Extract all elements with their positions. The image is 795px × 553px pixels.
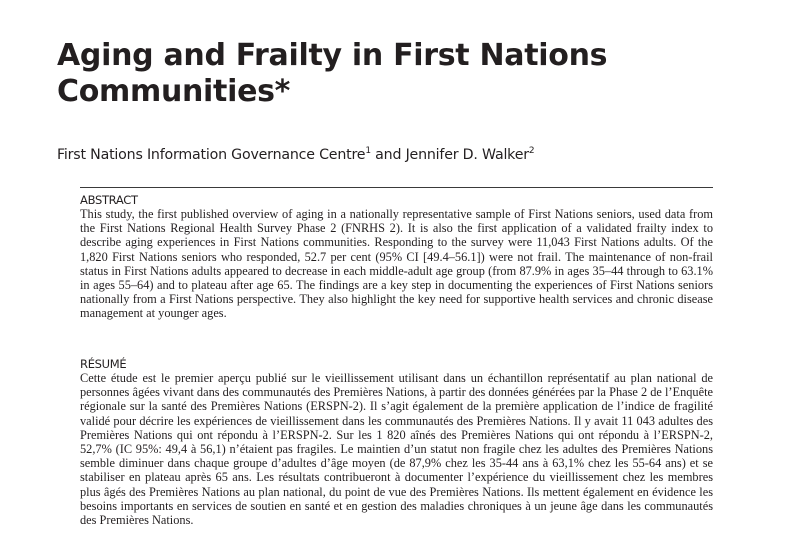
- author-2: Jennifer D. Walker: [405, 147, 529, 163]
- article-title: Aging and Frailty in First Nations Communities*: [57, 38, 608, 109]
- abstract-heading: ABSTRACT: [80, 193, 138, 207]
- author-1: First Nations Information Governance Centre: [57, 147, 366, 163]
- author-2-affiliation: 2: [528, 146, 535, 156]
- author-conjunction: and: [370, 147, 406, 163]
- abstract-body: This study, the first published overview of aging in a nationally representative sample of First Nations seniors, used data from the First Nations Regional Health Survey Phase 2 (FNRHS 2). It is also the first application of a validated frailty index to describe aging experiences in First Nations communities. Responding to the survey were 11,043 First Nations adults. Of the 1,820 First Nations seniors who responded, 52.7 per cent (95% CI [49.4–56.1]) were not frail. The maintenance of non-frail status in First Nations adults appeared to decrease in each middle-adult age group (from 87.9% in ages 35–44 through to 63.1% in ages 55–64) and to plateau after age 65. The findings are a key step in documenting the experiences of First Nations seniors nationally from a First Nations perspective. They also highlight the key need for supportive health services and chronic disease management at younger ages.: [80, 207, 713, 321]
- author-line: [57, 147, 534, 163]
- resume-body: Cette étude est le premier aperçu publié sur le vieillissement utilisant dans un échantillon représentatif au plan national de personnes âgées vivant dans des communautés des Premières Nations, à partir des données générées par la Phase 2 de l’Enquête régionale sur la santé des Premières Nations (ERSPN-2). Il s’agit également de la première application de l’indice de fragilité validé pour décrire les expériences de vieillissement dans les communautés des Premières Nations. Il y avait 11 043 adultes des Premières Nations qui ont répondu à l’ERSPN-2. Sur les 1 820 aînés des Premières Nations qui ont répondu à l’ERSPN-2, 52,7% (IC 95%: 49,4 à 56,1) n’étaient pas fragiles. Le maintien d’un statut non fragile chez les adultes des Premières Nations semble diminuer dans chaque groupe d’adultes d’âge moyen (de 87,9% chez les 35-44 ans à 63,1% chez les 55-64 ans) et se stabiliser en plateau après 65 ans. Les résultats contribueront à documenter l’expérience du vieillissement chez les membres plus âgés des Premières Nations au plan national, du point de vue des Premières Nations. Ils mettent également en évidence les besoins importants en services de soutien en santé et en gestion des maladies chroniques à un jeune âge dans les communautés des Premières Nations.: [80, 371, 713, 528]
- resume-section: [80, 357, 713, 527]
- section-divider: [80, 187, 713, 188]
- resume-heading: RÉSUMÉ: [80, 357, 127, 371]
- abstract-section: [80, 193, 713, 321]
- author-1-affiliation: 1: [365, 146, 371, 156]
